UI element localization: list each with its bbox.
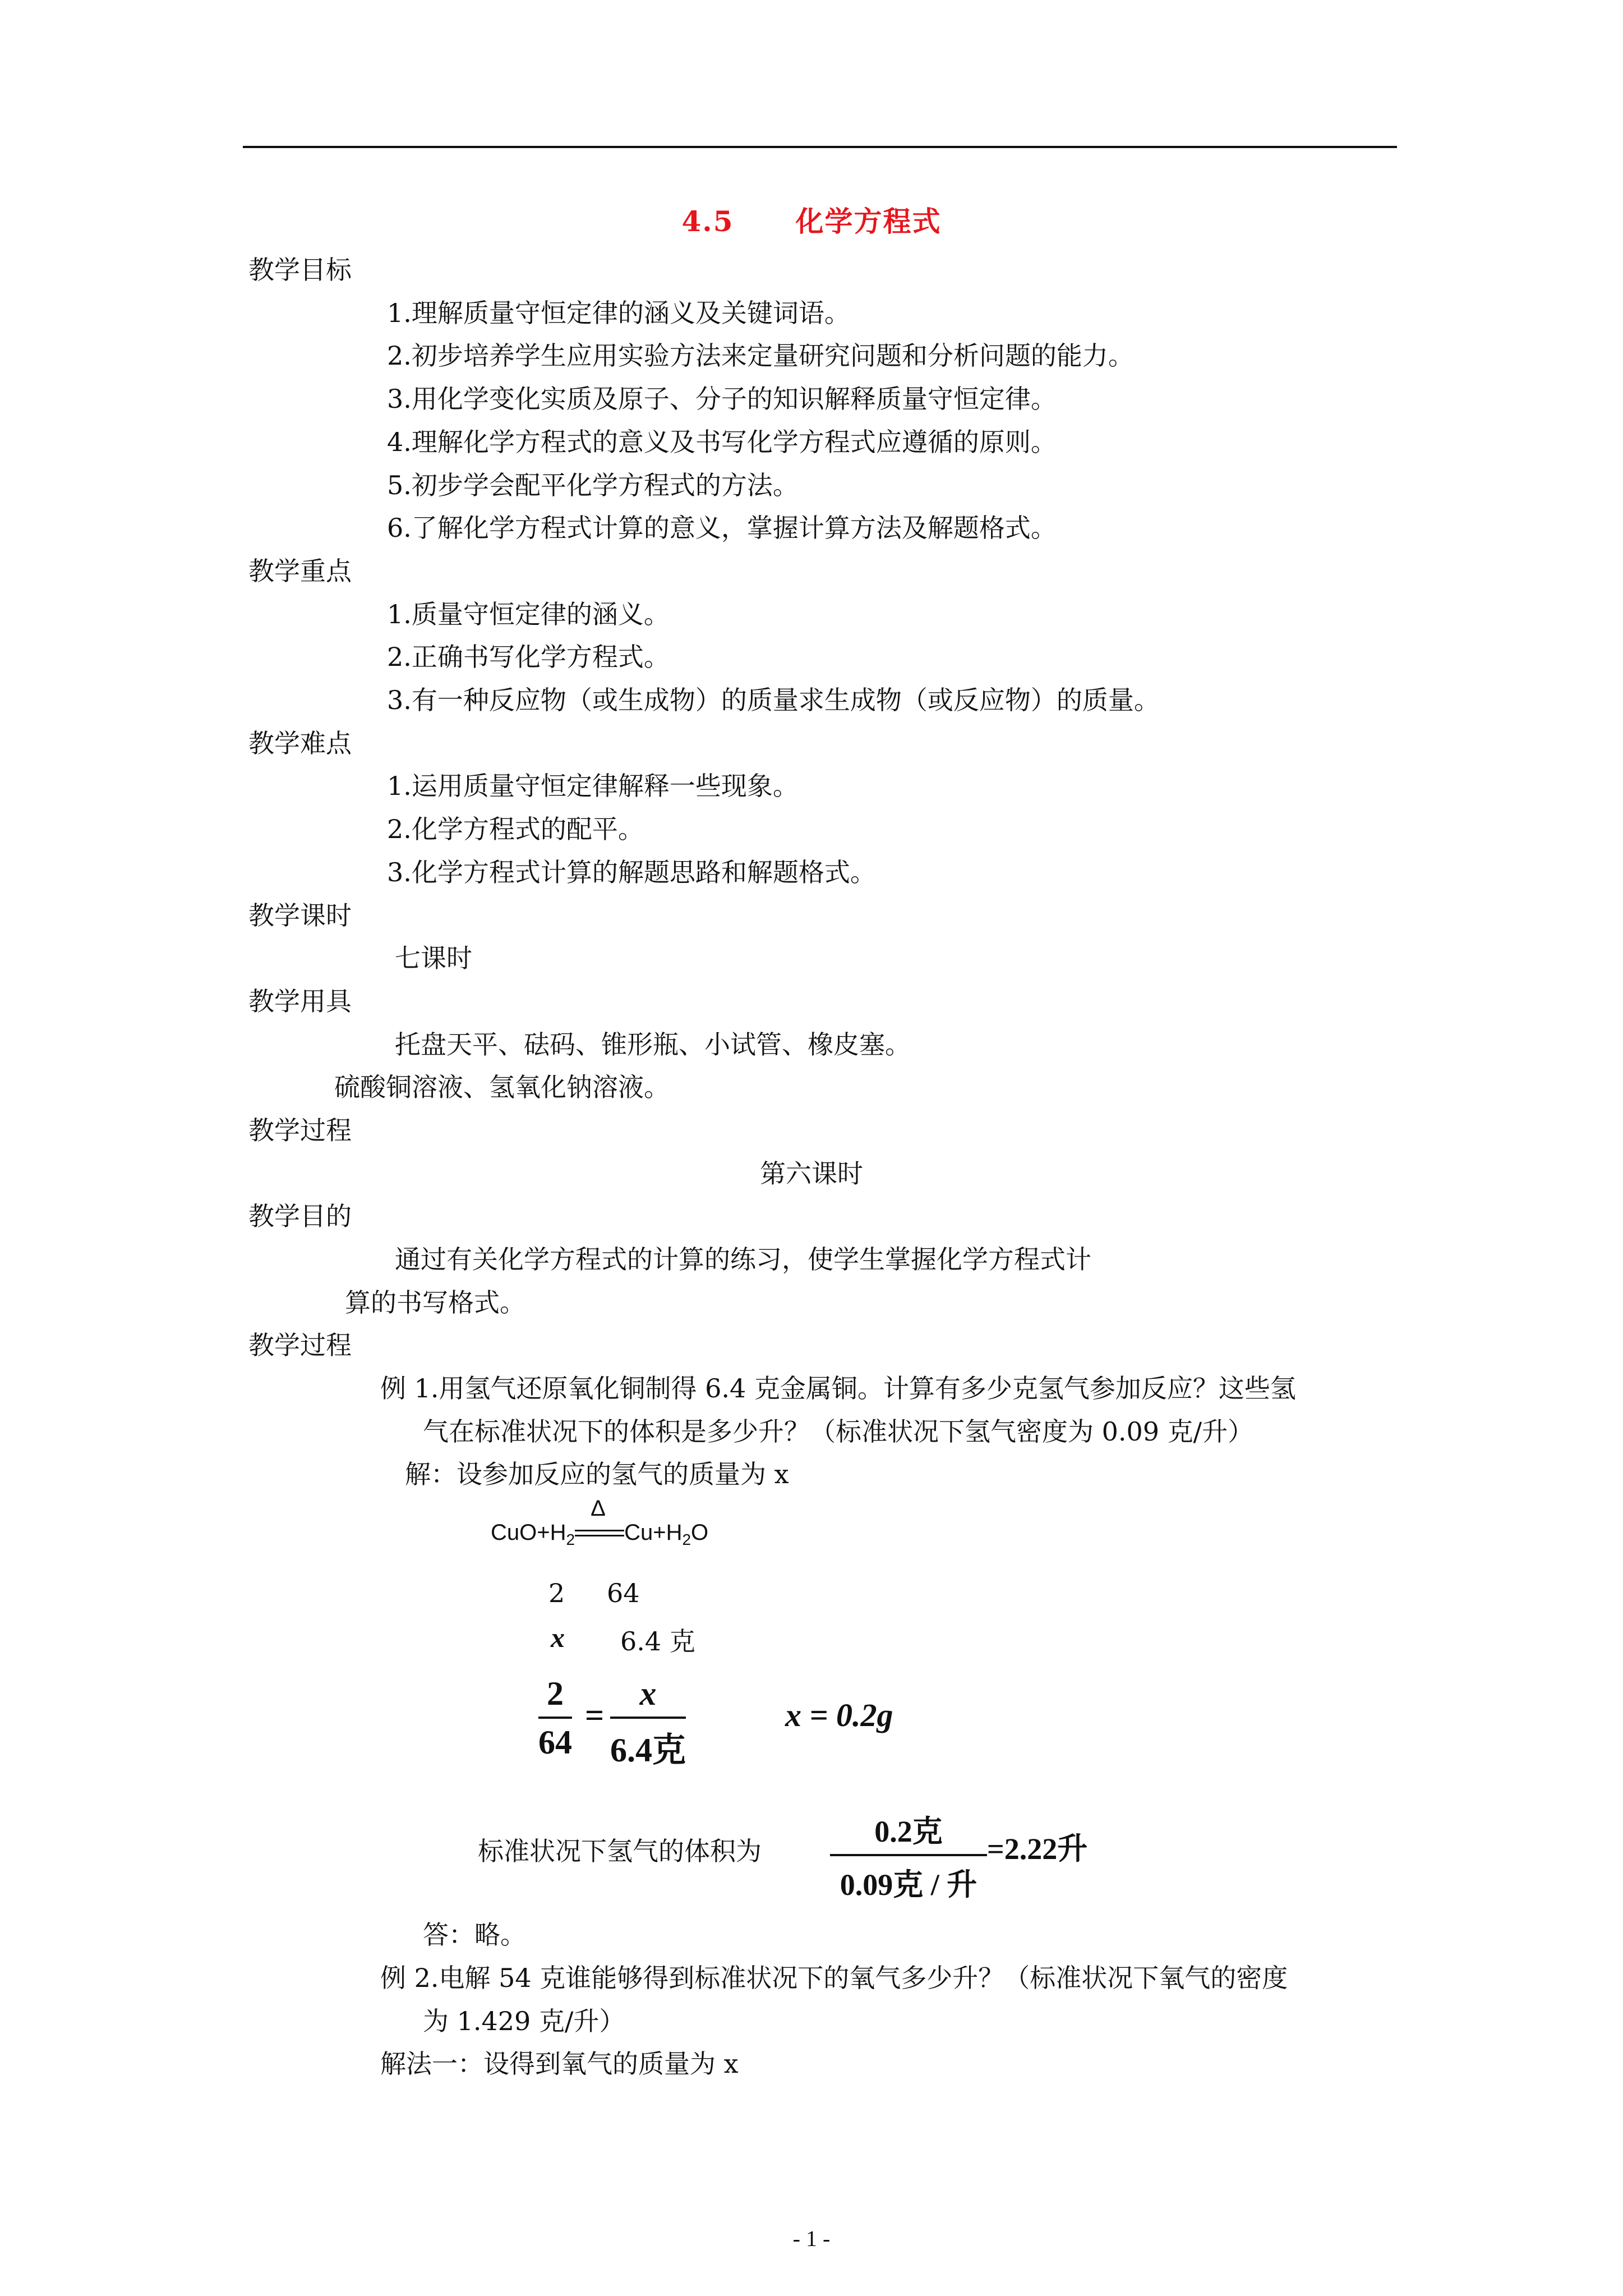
lesson-title: 第六课时: [760, 1158, 863, 1189]
goal-item: 6.了解化学方程式计算的意义，掌握计算方法及解题格式。: [387, 513, 1057, 543]
equation-subscript: 2: [566, 1531, 575, 1548]
key-point-item: 3.有一种反应物（或生成物）的质量求生成物（或反应物）的质量。: [387, 685, 1160, 715]
ratio-value: 2: [548, 1578, 565, 1608]
header-rule: [243, 146, 1397, 148]
reaction-arrow: [575, 1496, 624, 1542]
tools-line-2: 硫酸铜溶液、氢氧化钠溶液。: [334, 1072, 670, 1102]
key-point-item: 1.质量守恒定律的涵义。: [387, 599, 670, 629]
process-heading: 教学过程: [248, 1115, 352, 1145]
denominator: 64: [538, 1724, 572, 1761]
process-heading-2: 教学过程: [248, 1330, 352, 1360]
difficulty-item: 3.化学方程式计算的解题思路和解题格式。: [387, 857, 876, 887]
ratio-unknown: x: [551, 1622, 565, 1653]
goal-item: 5.初步学会配平化学方程式的方法。: [387, 470, 799, 500]
fraction-bar: [830, 1854, 987, 1856]
double-line-top: [575, 1530, 624, 1531]
difficulties-heading: 教学难点: [248, 728, 352, 758]
key-points-heading: 教学重点: [248, 556, 352, 586]
ratio-value: 64: [607, 1578, 640, 1608]
goal-item: 3.用化学变化实质及原子、分子的知识解释质量守恒定律。: [387, 384, 1057, 414]
ratio-value: 6.4 克: [620, 1626, 695, 1657]
fraction-2-over-64: [538, 1674, 572, 1762]
document-title: [0, 199, 1623, 240]
example-1-line-2: 气在标准状况下的体积是多少升？（标准状况下氢气密度为 0.09 克/升）: [423, 1416, 1254, 1447]
equation-left: CuO+H: [491, 1520, 566, 1545]
page-number: - 1 -: [792, 2226, 831, 2251]
fraction-x-over-6-4: [610, 1674, 686, 1772]
purpose-line-2: 算的书写格式。: [345, 1287, 525, 1318]
heat-condition: Δ: [591, 1496, 606, 1521]
example-1-line-1: 例 1.用氢气还原氧化铜制得 6.4 克金属铜。计算有多少克氢气参加反应？这些氢: [380, 1373, 1296, 1404]
difficulty-item: 1.运用质量守恒定律解释一些现象。: [387, 771, 799, 801]
equation-tail: O: [691, 1520, 709, 1545]
fraction-bar: [610, 1717, 686, 1719]
goal-item: 4.理解化学方程式的意义及书写化学方程式应遵循的原则。: [387, 427, 1057, 457]
numerator: x: [639, 1675, 657, 1712]
title-text: 化学方程式: [795, 205, 942, 238]
goal-item: 2.初步培养学生应用实验方法来定量研究问题和分析问题的能力。: [387, 341, 1134, 371]
tools-line-1: 托盘天平、砝码、锥形瓶、小试管、橡皮塞。: [395, 1029, 911, 1060]
fraction-bar: [538, 1717, 572, 1719]
key-point-item: 2.正确书写化学方程式。: [387, 642, 670, 672]
numerator: 0.2克: [874, 1815, 943, 1848]
difficulty-item: 2.化学方程式的配平。: [387, 814, 644, 844]
purpose-line-1: 通过有关化学方程式的计算的练习，使学生掌握化学方程式计: [395, 1244, 1091, 1274]
example-2-line-1: 例 2.电解 54 克谁能够得到标准状况下的氧气多少升？（标准状况下氧气的密度: [380, 1963, 1288, 1993]
example-2-line-2: 为 1.429 克/升）: [423, 2006, 625, 2036]
title-number: 4.5: [681, 205, 734, 238]
volume-label: 标准状况下氢气的体积为: [478, 1836, 762, 1866]
numerator: 2: [547, 1675, 564, 1712]
equation-right: Cu+H: [624, 1520, 683, 1545]
equation-subscript: 2: [682, 1531, 691, 1548]
example-1-answer: 答：略。: [423, 1920, 526, 1950]
hours-value: 七课时: [395, 943, 472, 973]
hours-heading: 教学课时: [248, 900, 352, 931]
double-line-bottom: [575, 1535, 624, 1536]
equals-sign: =: [585, 1697, 605, 1734]
denominator: 6.4克: [610, 1732, 686, 1769]
example-1-solution: 解：设参加反应的氢气的质量为 x: [405, 1459, 789, 1489]
fraction-volume: [830, 1807, 987, 1904]
tools-heading: 教学用具: [248, 986, 352, 1016]
purpose-heading: 教学目的: [248, 1201, 352, 1231]
chemical-equation: [491, 1496, 709, 1549]
result-x: x = 0.2g: [785, 1697, 893, 1733]
denominator: 0.09克 / 升: [840, 1868, 978, 1902]
example-2-method: 解法一：设得到氧气的质量为 x: [380, 2049, 739, 2079]
volume-result: =2.22升: [987, 1832, 1088, 1866]
goals-heading: 教学目标: [248, 255, 352, 285]
goal-item: 1.理解质量守恒定律的涵义及关键词语。: [387, 298, 850, 328]
